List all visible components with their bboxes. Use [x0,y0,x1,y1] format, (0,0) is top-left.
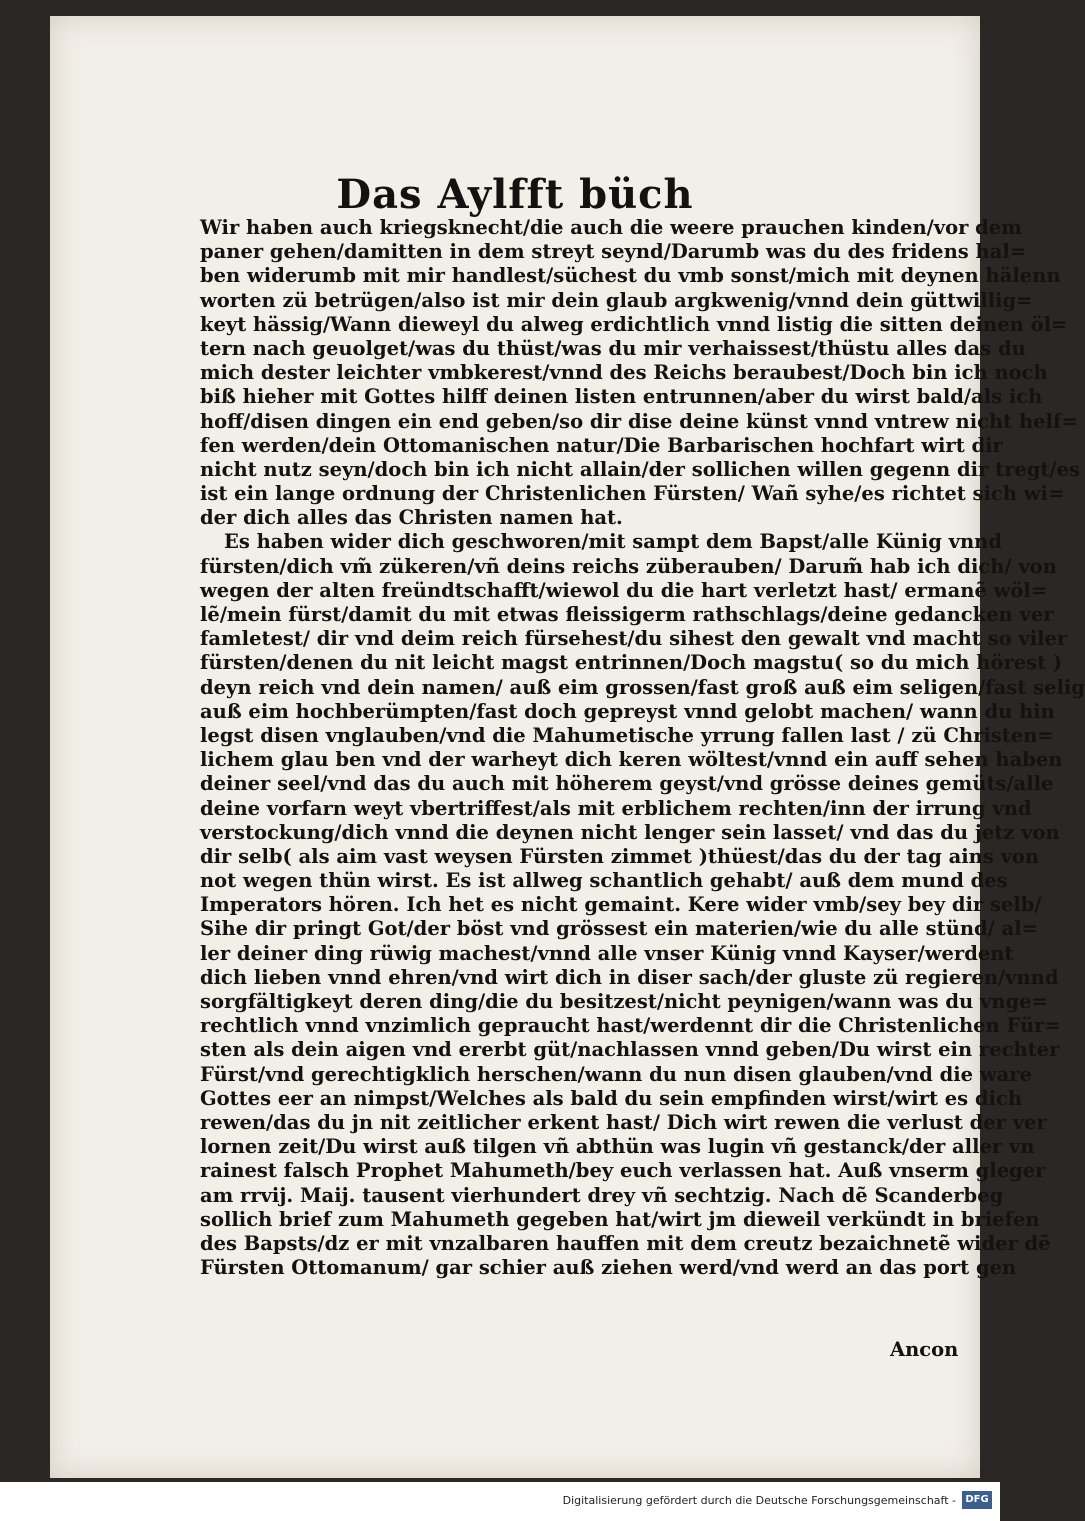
text-line: Sihe dir pringt Got/der böst vnd grössest ein materien/wie du alle stünd/ al= [200,917,1038,941]
text-line: hoff/disen dingen ein end geben/so dir dise deine künst vnnd vntrew nicht helf= [200,409,1078,433]
text-line: ben widerumb mit mir handlest/süchest du vmb sonst/mich mit deynen hälenn [200,264,1061,288]
footer-credit: Digitalisierung gefördert durch die Deutsche Forschungsgemeinschaft - [562,1494,956,1507]
text-line: sten als dein aigen vnd ererbt güt/nachlassen vnnd geben/Du wirst ein rechter [200,1038,1060,1062]
text-line: fürsten/dich vm̃ zükeren/vñ deins reichs züberauben/ Darum̃ hab ich dich/ von [200,554,1057,578]
text-line: mich dester leichter vmbkerest/vnnd des Reichs beraubest/Doch bin ich noch [200,361,1048,385]
text-line: fürsten/denen du nit leicht magst entrinnen/Doch magstu( so du mich hörest ) [200,651,1063,675]
text-line: dir selb( als aim vast weysen Fürsten zimmet )thüest/das du der tag ains von [200,844,1040,868]
text-line: lichem glau ben vnd der warheyt dich keren wöltest/vnnd ein auff sehen haben [200,748,1063,772]
text-line: biß hieher mit Gottes hilff deinen listen entrunnen/aber du wirst bald/als ich [200,385,1043,409]
text-line: keyt hässig/Wann dieweyl du alweg erdichtlich vnnd listig die sitten deinen öl= [200,312,1068,336]
text-line: deyn reich vnd dein namen/ auß eim grossen/fast groß auß eim seligen/fast selig [200,675,1085,699]
text-line: rechtlich vnnd vnzimlich gepraucht hast/werdennt dir die Christenlichen Für= [200,1014,1061,1038]
text-line: lornen zeit/Du wirst auß tilgen vñ abthün was lugin vñ gestanck/der aller vn [200,1135,1035,1159]
body-text [200,216,1085,1280]
text-line: dich lieben vnnd ehren/vnd wirt dich in diser sach/der gluste zü regieren/vnnd [200,965,1059,989]
dfg-logo-icon: DFG [962,1491,992,1509]
text-line: deiner seel/vnd das du auch mit höherem geyst/vnd grösse deines gemüts/alle [200,772,1054,796]
text-line: Gottes eer an nimpst/Welches als bald du sein empfinden wirst/wirt es dich [200,1086,1023,1110]
text-line: wegen der alten freündtschafft/wiewol du die hart verletzt hast/ ermanẽ wöl= [200,578,1048,602]
text-line: sollich brief zum Mahumeth gegeben hat/wirt jm dieweil verkündt in briefen [200,1207,1040,1231]
text-line: ist ein lange ordnung der Christenlichen Fürsten/ Wañ syhe/es richtet sich wi= [200,482,1065,506]
text-line: sorgfältigkeyt deren ding/die du besitzest/nicht peynigen/wann was du vnge= [200,990,1048,1013]
footer-bar [0,1482,1000,1521]
text-line: fen werden/dein Ottomanischen natur/Die Barbarischen hochfart wirt dir [200,433,1003,457]
text-line: deine vorfarn weyt vbertriffest/als mit erblichem rechten/inn der irrung vnd [200,796,1032,820]
text-line: Fürsten Ottomanum/ gar schier auß ziehen werd/vnd werd an das port gen [200,1256,1017,1280]
paragraph-2 [200,530,1085,1280]
text-line: worten zü betrügen/also ist mir dein glaub argkwenig/vnnd dein güttwillig= [200,288,1033,312]
text-line: nicht nutz seyn/doch bin ich nicht allain/der sollichen willen gegenn dir tregt/es [200,457,1080,481]
book-page [50,16,1085,1478]
paragraph-1 [200,216,1080,530]
text-line: famletest/ dir vnd deim reich fürsehest/du sihest den gewalt vnd macht so viler [200,627,1068,651]
text-line: lẽ/mein fürst/damit du mit etwas fleissigerm rathschlags/deine gedancken ver [200,603,1054,626]
text-line: Fürst/vnd gerechtigklich herschen/wann du nun disen glauben/vnd die ware [200,1062,1032,1086]
text-line: am rrvij. Maij. tausent vierhundert drey vñ sechtzig. Nach dẽ Scanderbeg [200,1183,1004,1207]
page-heading: Das Aylfft büch [336,171,694,218]
text-line: paner gehen/damitten in dem streyt seynd/Darumb was du des fridens hal= [200,240,1027,264]
text-line: rainest falsch Prophet Mahumeth/bey euch verlassen hat. Auß vnserm gleger [200,1159,1046,1183]
text-line: not wegen thün wirst. Es ist allweg schantlich gehabt/ auß dem mund des [200,869,1008,893]
text-line: rewen/das du jn nit zeitlicher erkent hast/ Dich wirt rewen die verlust der ver [200,1110,1047,1134]
text-line: tern nach geuolget/was du thüst/was du mir verhaissest/thüstu alles das du [200,336,1026,360]
text-line: legst disen vnglauben/vnd die Mahumetische yrrung fallen last / zü Christen= [200,723,1054,747]
text-line: Imperators hören. Ich het es nicht gemaint. Kere wider vmb/sey bey dir selb/ [200,893,1042,917]
text-line: verstockung/dich vnnd die deynen nicht lenger sein lasset/ vnd das du jetz von [200,820,1060,844]
text-line: auß eim hochberümpten/fast doch gepreyst vnnd gelobt machen/ wann du hin [200,699,1055,723]
catchword: Ancon [890,1338,959,1361]
text-line: Wir haben auch kriegsknecht/die auch die weere prauchen kinden/vor dem [200,216,1022,239]
text-line: der dich alles das Christen namen hat. [200,506,623,530]
text-line: ler deiner ding rüwig machest/vnnd alle vnser Künig vnnd Kayser/werdent [200,941,1014,965]
text-line: Es haben wider dich geschworen/mit sampt dem Bapst/alle Künig vnnd [224,530,1002,554]
text-line: des Bapsts/dz er mit vnzalbaren hauffen mit dem creutz bezaichnetẽ wider dẽ [200,1231,1051,1255]
